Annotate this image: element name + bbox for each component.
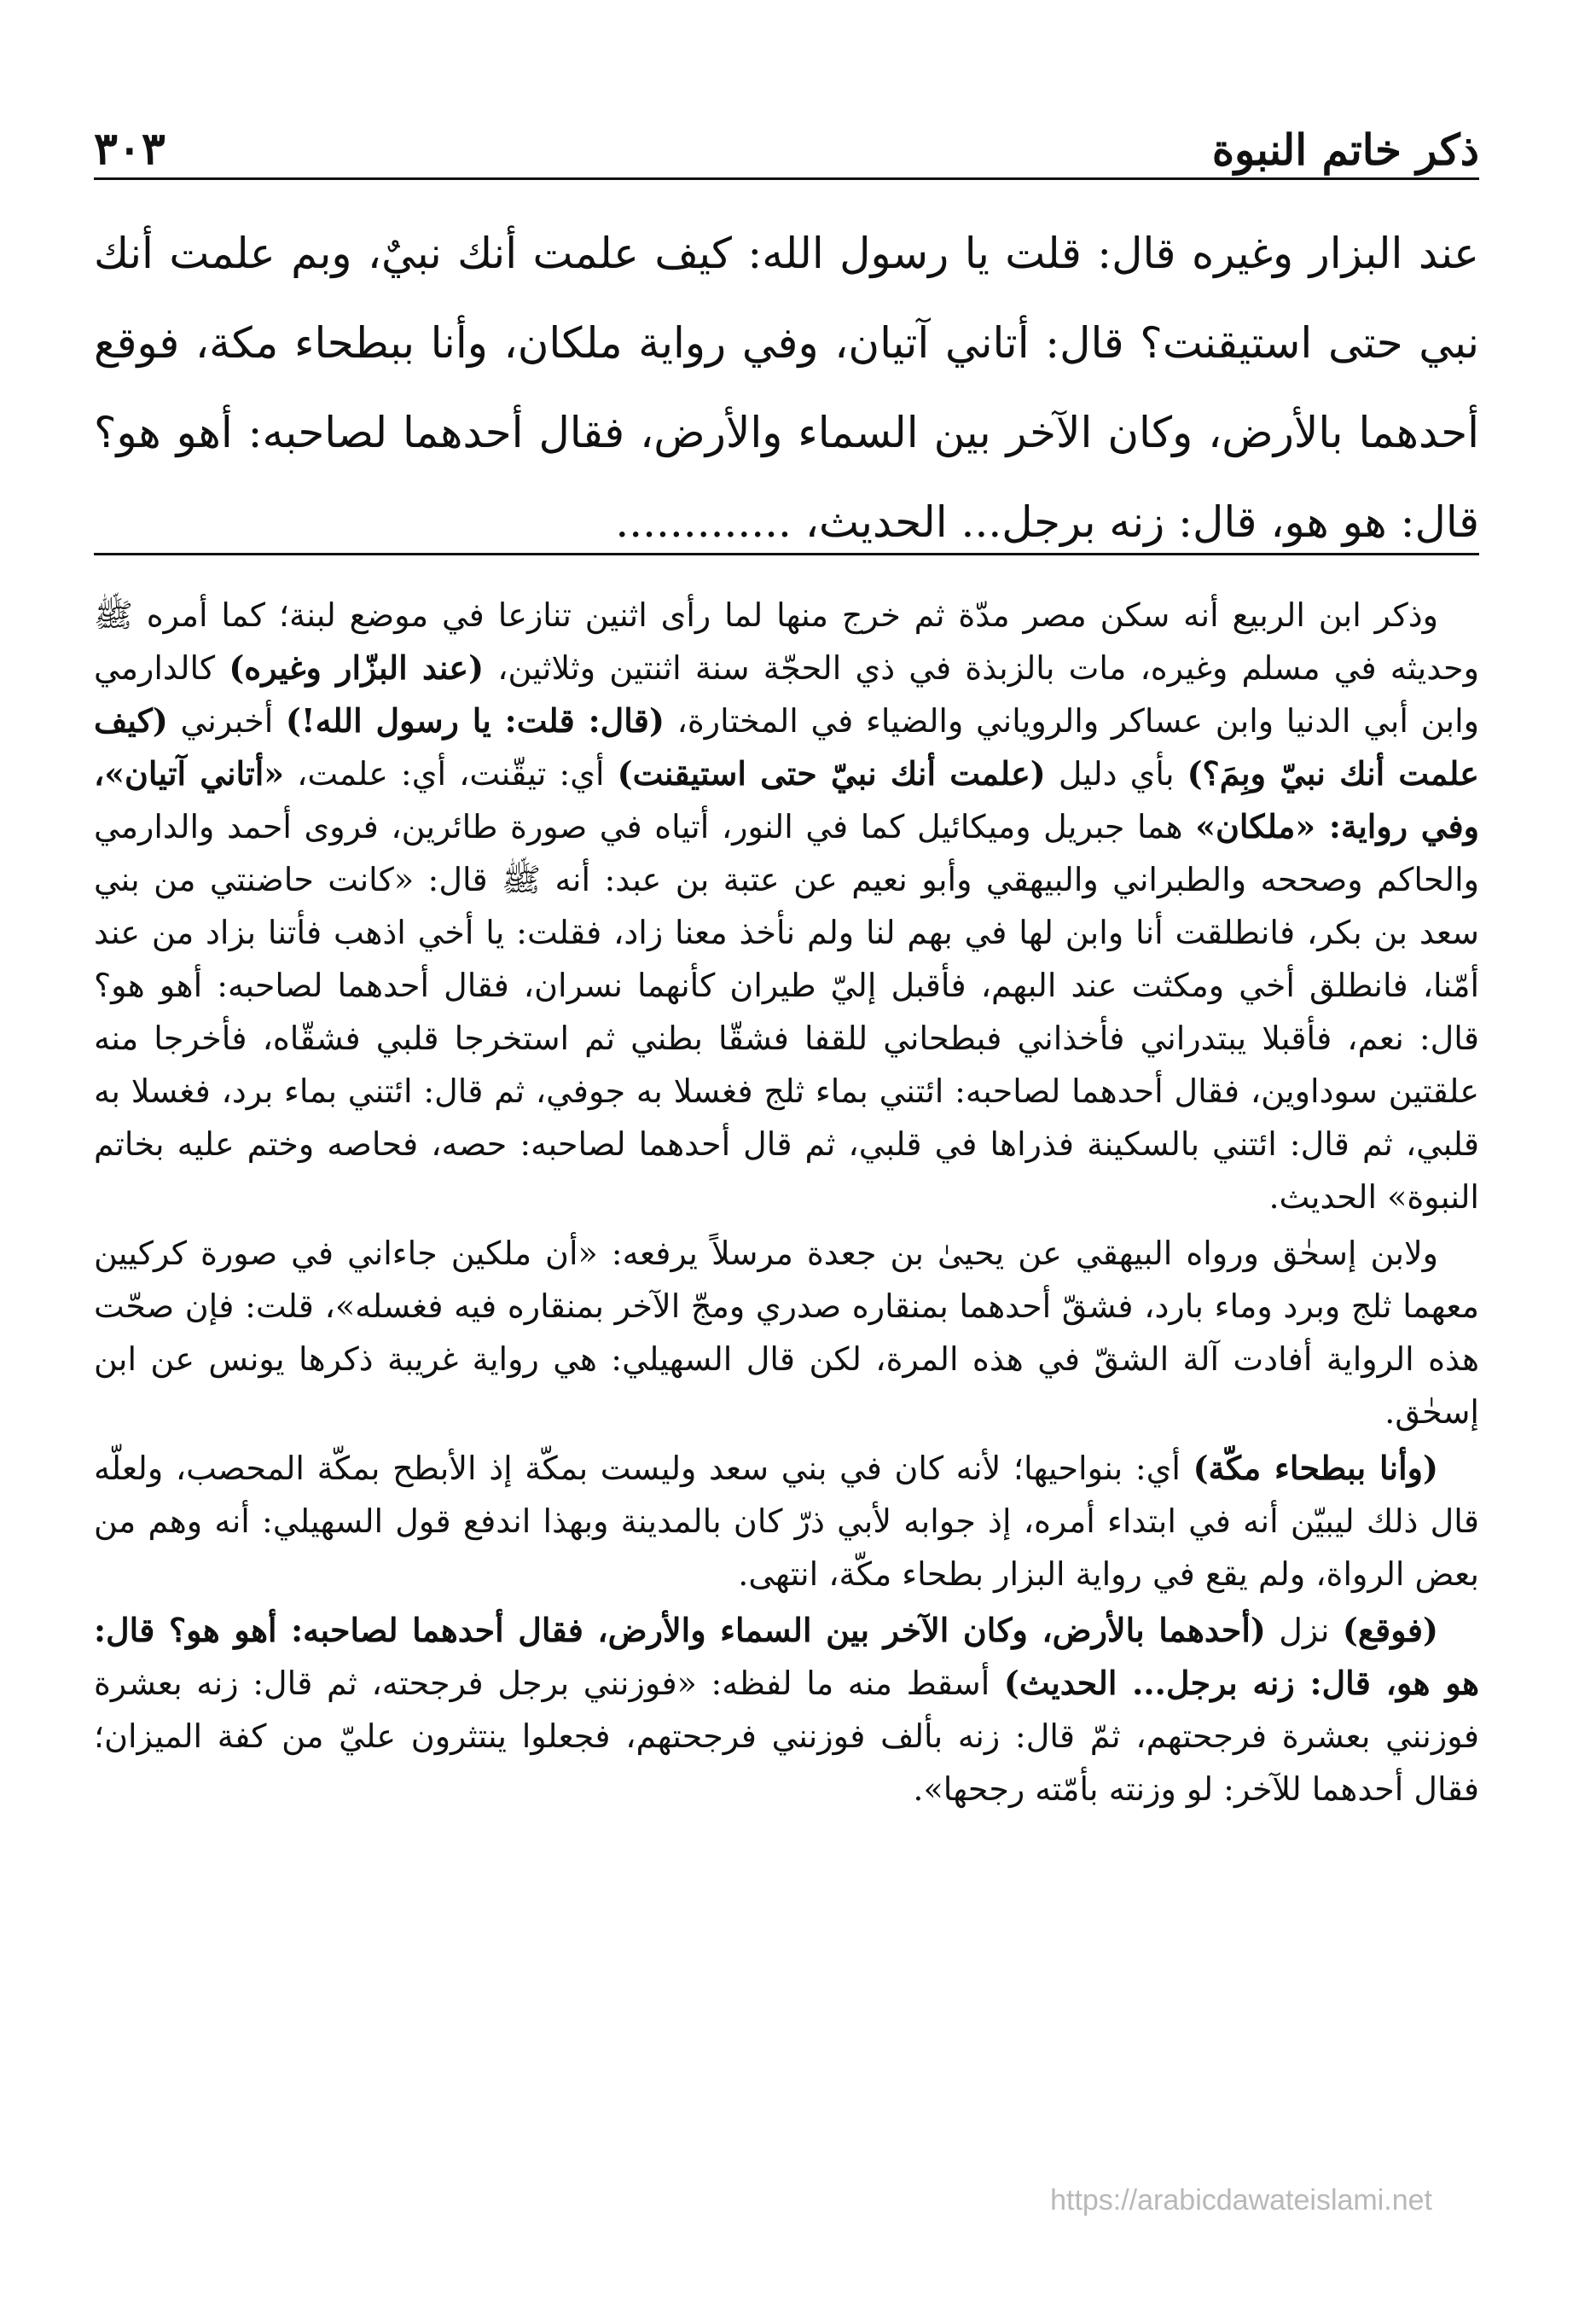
quoted-matn: (كيف علمت أنك نبيّ وبِمَ؟) [94, 701, 1479, 793]
quoted-matn: (وأنا ببطحاء مكّة) [1193, 1449, 1438, 1487]
commentary-paragraph-2 [94, 1227, 1479, 1438]
page-header [94, 90, 1479, 175]
matn-text [94, 209, 1479, 567]
paragraph-text: نزل [1265, 1612, 1343, 1649]
header-divider [94, 177, 1479, 180]
paragraph-text: أسقط منه ما لفظه: «فوزنني برجل فرجحته، ثم قال: زنه بعشرة فوزنني بعشرة فرجحتهم، ثمّ قال: زنه بألف فوزنني فرجحتهم، فجعلوا ينتثرون عليّ من كفة الميزان؛ فقال أحدهما للآخر: لو وزنته بأمّته رجحها». [94, 1665, 1479, 1808]
matn-dots: ............. [615, 497, 792, 547]
chapter-title: ذكر خاتم النبوة [1211, 125, 1479, 175]
watermark-url: https://arabicdawateislami.net [1050, 2184, 1432, 2217]
quoted-matn: (عند البزّار وغيره) [229, 648, 485, 687]
commentary-paragraph-3 [94, 1442, 1479, 1601]
quoted-matn: (علمت أنك نبيّ حتى استيقنت) [617, 754, 1046, 793]
quoted-matn: «أتاني آتيان»، وفي رواية: «ملكان» [94, 754, 1479, 845]
page-number: ٣٠٣ [94, 123, 165, 175]
paragraph-text: كالدارمي وابن أبي الدنيا وابن عساكر والروياني والضياء في المختارة، [94, 649, 1479, 740]
matn-body: عند البزار وغيره قال: قلت يا رسول الله: كيف علمت أنك نبيٌ، وبم علمت أنك نبي حتى استيقنت؟ قال: أتاني آتيان، وفي رواية ملكان، وأنا ببطحاء مكة، فوقع أحدهما بالأرض، وكان الآخر بين السماء والأرض، فقال أحدهما لصاحبه: أهو هو؟ قال: هو هو، قال: زنه برجل... الحديث، [94, 229, 1479, 547]
paragraph-text: هما جبريل وميكائيل كما في النور، أتياه في صورة طائرين، فروى أحمد والدارمي والحاكم وصححه والطبراني والبيهقي وأبو نعيم عن عتبة بن عبد: أنه ﷺ قال: «كانت حاضنتي من بني سعد بن بكر، فانطلقت أنا وابن لها في بهم لنا ولم نأخذ معنا زاد، فقلت: يا أخي اذهب فأتنا بزاد من عند أمّنا، فانطلق أخي ومكثت عند البهم، فأقبل إليّ طيران كأنهما نسران، فقال أحدهما لصاحبه: أهو هو؟ قال: نعم، فأقبلا يبتدراني فأخذاني فبطحاني للقفا فشقّا بطني ثم استخرجا قلبي فشقّاه، فأخرجا منه علقتين سوداوين، فقال أحدهما لصاحبه: ائتني بماء ثلج فغسلا به جوفي، ثم قال: ائتني بماء برد، فغسلا به قلبي، ثم قال: ائتني بالسكينة فذراها في قلبي، ثم قال أحدهما لصاحبه: حصه، فحاصه وختم عليه بخاتم النبوة» الحديث. [94, 808, 1479, 1216]
commentary [94, 589, 1479, 1819]
paragraph-text: أخبرني [167, 702, 286, 740]
commentary-paragraph-1 [94, 589, 1479, 1223]
quoted-matn: (قال: قلت: يا رسول الله!) [285, 701, 665, 740]
paragraph-text: وذكر ابن الربيع أنه سكن مصر مدّة ثم خرج منها لما رأى اثنين تنازعا في موضع لبنة؛ كما أمره ﷺ وحديثه في مسلم وغيره، مات بالزبذة في ذي الحجّة سنة اثنتين وثلاثين، [94, 596, 1479, 687]
quoted-matn: (أحدهما بالأرض، وكان الآخر بين السماء والأرض، فقال أحدهما لصاحبه: أهو هو؟ قال: هو هو، قال: زنه برجل... الحديث) [94, 1611, 1479, 1702]
paragraph-text: ولابن إسحٰق ورواه البيهقي عن يحيىٰ بن جعدة مرسلاً يرفعه: «أن ملكين جاءاني في صورة كركيين معهما ثلج وبرد وماء بارد، فشقّ أحدهما بمنقاره صدري ومجّ الآخر بمنقاره فيه فغسله»، قلت: فإن صحّت هذه الرواية أفادت آلة الشقّ في هذه المرة، لكن قال السهيلي: هي رواية غريبة ذكرها يونس عن ابن إسحٰق. [94, 1235, 1479, 1431]
paragraph-text: أي: تيقّنت، أي: علمت، [284, 755, 618, 793]
paragraph-text: أي: بنواحيها؛ لأنه كان في بني سعد وليست بمكّة إذ الأبطح بمكّة المحصب، ولعلّه قال ذلك ليبيّن أنه في ابتداء أمره، إذ جوابه لأبي ذرّ كان بالمدينة وبهذا اندفع قول السهيلي: أنه وهم من بعض الرواة، ولم يقع في رواية البزار بطحاء مكّة، انتهى. [94, 1450, 1479, 1593]
section-divider [94, 553, 1479, 555]
paragraph-text: بأي دليل [1045, 755, 1187, 793]
quoted-matn: (فوقع) [1342, 1611, 1438, 1649]
commentary-paragraph-4 [94, 1604, 1479, 1816]
